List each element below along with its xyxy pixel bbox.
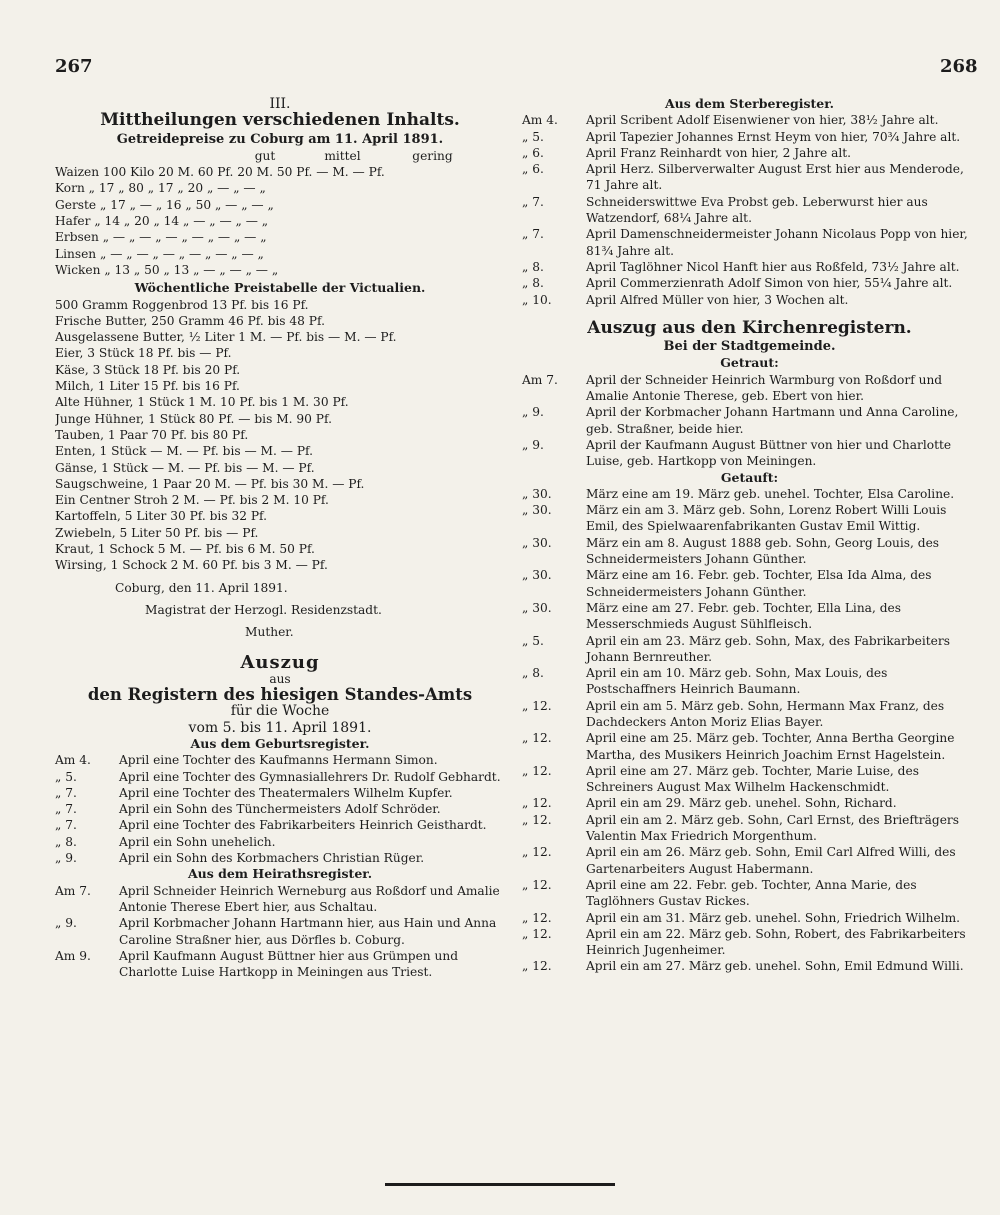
- baptism-entry-text: März eine am 27. Febr. geb. Tochter, Ella Lina, des Messerschmieds August Sühlfleisch.: [586, 600, 901, 632]
- marriage-entry: [55, 915, 505, 948]
- wedding-entry: [522, 404, 977, 437]
- baptism-entry: [522, 698, 977, 731]
- birth-entry: [55, 752, 505, 768]
- victual-price-list: [55, 297, 505, 574]
- birth-entry-date: „ 7.: [55, 785, 77, 800]
- wedding-entry-text: April der Kaufmann August Büttner von hier und Charlotte Luise, geb. Hartkopp von Meiningen.: [586, 437, 952, 469]
- death-entry-date: „ 6.: [522, 145, 544, 160]
- wedding-list: [522, 372, 977, 470]
- baptism-entry-text: März eine am 19. März geb. unehel. Tochter, Elsa Caroline.: [586, 486, 955, 501]
- victual-price-row: Alte Hühner, 1 Stück 1 M. 10 Pf. bis 1 M. 30 Pf.: [55, 395, 349, 410]
- grain-price-row: Gerste „ 17 „ — „ 16 „ 50 „ — „ — „: [55, 197, 274, 212]
- marriage-entry: [55, 948, 505, 981]
- death-entry-text: April Commerzienrath Adolf Simon von hier, 55¼ Jahre alt.: [586, 276, 953, 291]
- death-entry-date: Am 4.: [522, 113, 558, 128]
- extract-dates: vom 5. bis 11. April 1891.: [188, 719, 372, 736]
- death-entry-text: April Taglöhner Nicol Hanft hier aus Roßfeld, 73½ Jahre alt.: [586, 259, 960, 274]
- grain-price-row: Korn „ 17 „ 80 „ 17 „ 20 „ — „ — „: [55, 181, 266, 196]
- death-entry-text: Schneiderswittwe Eva Probst geb. Leberwurst hier aus Watzendorf, 68¼ Jahre alt.: [586, 194, 928, 226]
- baptism-entry-text: April ein am 5. März geb. Sohn, Hermann Max Franz, des Dachdeckers Anton Moriz Elias Bayer.: [586, 698, 945, 729]
- death-entry-date: „ 5.: [522, 129, 544, 144]
- birth-entry-text: April eine Tochter des Gymnasiallehrers Dr. Rudolf Gebhardt.: [119, 769, 501, 784]
- death-entry-date: „ 8.: [522, 259, 544, 274]
- wedding-entry-text: April der Korbmacher Johann Hartmann und Anna Caroline, geb. Straßner, beide hier.: [586, 405, 959, 436]
- victual-price-row: Junge Hühner, 1 Stück 80 Pf. — bis M. 90 Pf.: [55, 411, 332, 426]
- marriage-entry: [55, 883, 505, 916]
- death-entry: [522, 292, 977, 308]
- grain-price-list: [55, 164, 505, 278]
- place-date: Coburg, den 11. April 1891.: [115, 580, 288, 595]
- baptism-entry-date: „ 30.: [522, 503, 552, 518]
- baptism-entry-date: „ 30.: [522, 486, 552, 501]
- baptism-entry-text: April eine am 27. März geb. Tochter, Marie Luise, des Schreiners August Max Wilhelm Hackenschmidt.: [586, 763, 919, 795]
- baptism-entry-date: „ 8.: [522, 666, 544, 681]
- baptism-entry: [522, 535, 977, 568]
- baptism-entry: [522, 730, 977, 763]
- death-entry: [522, 161, 977, 194]
- marriage-register-title: Aus dem Heirathsregister.: [187, 866, 373, 882]
- death-entry: [522, 259, 977, 275]
- birth-entry-text: April ein Sohn unehelich.: [119, 834, 276, 849]
- baptism-entry-date: „ 12.: [522, 959, 552, 974]
- grain-price-title: Getreidepreise zu Coburg am 11. April 1891.: [116, 131, 444, 147]
- death-entry-date: „ 6.: [522, 162, 544, 177]
- grain-price-row: Linsen „ — „ — „ — „ — „ — „ — „: [55, 246, 264, 261]
- death-entry-date: „ 7.: [522, 227, 544, 242]
- left-column: [55, 96, 505, 980]
- victual-price-row: Kartoffeln, 5 Liter 30 Pf. bis 32 Pf.: [55, 509, 267, 524]
- death-entry-date: „ 10.: [522, 292, 552, 307]
- victual-price-row: Milch, 1 Liter 15 Pf. bis 16 Pf.: [55, 379, 240, 394]
- victual-price-row: Ausgelassene Butter, ½ Liter 1 M. — Pf. bis — M. — Pf.: [55, 330, 397, 345]
- section-title: Mittheilungen verschiedenen Inhalts.: [100, 110, 460, 131]
- grain-price-row: Wicken „ 13 „ 50 „ 13 „ — „ — „ — „: [55, 262, 279, 277]
- death-entry: [522, 129, 977, 145]
- death-entry-text: April Damenschneidermeister Johann Nicolaus Popp von hier, 81¾ Jahre alt.: [586, 227, 968, 258]
- birth-entry-text: April eine Tochter des Kaufmanns Hermann Simon.: [119, 753, 438, 768]
- victual-price-row: Eier, 3 Stück 18 Pf. bis — Pf.: [55, 346, 232, 361]
- baptism-entry-date: „ 12.: [522, 877, 552, 892]
- birth-entry: [55, 834, 505, 850]
- baptism-entry: [522, 665, 977, 698]
- birth-entry-date: „ 7.: [55, 802, 77, 817]
- right-column: [522, 96, 977, 975]
- baptism-entry: [522, 567, 977, 600]
- church-parish-title: Bei der Stadtgemeinde.: [663, 339, 836, 355]
- baptism-entry-text: April ein am 29. März geb. unehel. Sohn, Richard.: [586, 796, 897, 811]
- marriage-entry-date: Am 9.: [55, 948, 91, 963]
- wedding-entry: [522, 437, 977, 470]
- birth-entry-date: „ 7.: [55, 818, 77, 833]
- birth-entry-text: April eine Tochter des Fabrikarbeiters Heinrich Geisthardt.: [119, 818, 487, 833]
- marriage-entry-text: April Korbmacher Johann Hartmann hier, aus Hain und Anna Caroline Straßner hier, aus Dörfles b. Coburg.: [119, 916, 497, 947]
- baptism-entry-text: April eine am 22. Febr. geb. Tochter, Anna Marie, des Taglöhners Gustav Rickes.: [586, 877, 917, 909]
- birth-entry: [55, 785, 505, 801]
- baptism-entry-text: März ein am 8. August 1888 geb. Sohn, Georg Louis, des Schneidermeisters Johann Günther.: [586, 535, 940, 567]
- victual-price-row: Enten, 1 Stück — M. — Pf. bis — M. — Pf.: [55, 444, 313, 459]
- victual-price-row: Saugschweine, 1 Paar 20 M. — Pf. bis 30 M. — Pf.: [55, 476, 365, 491]
- baptism-entry-text: April ein am 2. März geb. Sohn, Carl Ernst, des Briefträgers Valentin Max Friedrich Morgenthum.: [586, 812, 959, 844]
- death-entry-text: April Scribent Adolf Eisenwiener von hier, 38½ Jahre alt.: [586, 113, 939, 128]
- baptism-list: [522, 486, 977, 975]
- marriage-entry-text: April Schneider Heinrich Werneburg aus Roßdorf und Amalie Antonie Therese Ebert hier, aus Schaltau.: [119, 883, 500, 914]
- baptism-entry-text: März ein am 3. März geb. Sohn, Lorenz Robert Willi Louis Emil, des Spielwaarenfabrikanten Gustav Emil Wittig.: [586, 503, 947, 534]
- baptism-entry: [522, 812, 977, 845]
- grain-header-gut: gut: [254, 148, 276, 163]
- grain-price-row: Erbsen „ — „ — „ — „ — „ — „ — „: [55, 230, 267, 245]
- baptism-entry: [522, 910, 977, 926]
- extract-aus: aus: [269, 671, 291, 686]
- birth-entry: [55, 801, 505, 817]
- baptism-entry-text: April ein am 22. März geb. Sohn, Robert, des Fabrikarbeiters Heinrich Jugenheimer.: [586, 926, 966, 958]
- birth-entry: [55, 850, 505, 866]
- church-register-title: Auszug aus den Kirchenregistern.: [587, 317, 912, 338]
- baptism-entry-text: April ein am 31. März geb. unehel. Sohn, Friedrich Wilhelm.: [586, 910, 961, 925]
- signature-office: Magistrat der Herzogl. Residenzstadt.: [145, 602, 382, 617]
- baptism-entry-date: „ 30.: [522, 568, 552, 583]
- birth-entry-text: April ein Sohn des Korbmachers Christian Rüger.: [119, 851, 425, 866]
- marriage-entry-date: Am 7.: [55, 883, 91, 898]
- baptism-entry: [522, 763, 977, 796]
- wedding-entry-date: Am 7.: [522, 372, 558, 387]
- baptism-entry-date: „ 12.: [522, 731, 552, 746]
- victual-price-row: Tauben, 1 Paar 70 Pf. bis 80 Pf.: [55, 427, 249, 442]
- grain-price-row: Hafer „ 14 „ 20 „ 14 „ — „ — „ — „: [55, 214, 269, 229]
- victual-price-row: Zwiebeln, 5 Liter 50 Pf. bis — Pf.: [55, 525, 259, 540]
- death-entry: [522, 194, 977, 227]
- page-number-left: 267: [55, 56, 93, 77]
- baptism-entry-text: April ein am 27. März geb. unehel. Sohn, Emil Edmund Willi.: [586, 959, 964, 974]
- birth-entry-date: „ 5.: [55, 769, 77, 784]
- baptism-entry-date: „ 30.: [522, 600, 552, 615]
- wedding-entry-date: „ 9.: [522, 437, 544, 452]
- baptism-entry: [522, 486, 977, 502]
- death-entry-text: April Alfred Müller von hier, 3 Wochen alt.: [586, 292, 849, 307]
- death-entry-text: April Herz. Silberverwalter August Erst hier aus Menderode, 71 Jahre alt.: [586, 162, 964, 193]
- death-register-list: [522, 112, 977, 308]
- death-entry-date: „ 8.: [522, 276, 544, 291]
- extract-week: für die Woche: [230, 703, 330, 720]
- wedding-entry-text: April der Schneider Heinrich Warmburg von Roßdorf und Amalie Antonie Therese, geb. Ebert von hier.: [586, 372, 943, 404]
- baptism-entry-date: „ 12.: [522, 812, 552, 827]
- death-entry-date: „ 7.: [522, 194, 544, 209]
- grain-header-gering: gering: [412, 148, 453, 163]
- baptism-title: Getauft:: [720, 469, 779, 485]
- baptism-entry-text: April ein am 10. März geb. Sohn, Max Louis, des Postschaffners Heinrich Baumann.: [586, 666, 888, 697]
- marriage-entry-text: April Kaufmann August Büttner hier aus Grümpen und Charlotte Luise Hartkopp in Meiningen aus Triest.: [119, 948, 459, 980]
- baptism-entry: [522, 502, 977, 535]
- baptism-entry: [522, 877, 977, 910]
- birth-entry-date: „ 8.: [55, 834, 77, 849]
- death-register-title: Aus dem Sterberegister.: [664, 96, 835, 111]
- page-number-right: 268: [940, 56, 978, 77]
- baptism-entry-date: „ 12.: [522, 698, 552, 713]
- closing-rule: [385, 1183, 615, 1186]
- extract-title: Auszug: [240, 651, 320, 673]
- baptism-entry: [522, 795, 977, 811]
- grain-header-mittel: mittel: [324, 148, 361, 163]
- birth-entry: [55, 817, 505, 833]
- birth-entry-date: Am 4.: [55, 753, 91, 768]
- wedding-title: Getraut:: [720, 355, 779, 371]
- baptism-entry: [522, 958, 977, 974]
- baptism-entry-date: „ 5.: [522, 633, 544, 648]
- wedding-entry-date: „ 9.: [522, 405, 544, 420]
- birth-entry: [55, 769, 505, 785]
- baptism-entry-text: März eine am 16. Febr. geb. Tochter, Elsa Ida Alma, des Schneidermeisters Johann Günther.: [586, 568, 932, 599]
- baptism-entry-date: „ 30.: [522, 535, 552, 550]
- victual-price-row: Kraut, 1 Schock 5 M. — Pf. bis 6 M. 50 Pf.: [55, 542, 315, 557]
- death-entry: [522, 275, 977, 291]
- victual-price-row: 500 Gramm Roggenbrod 13 Pf. bis 16 Pf.: [55, 297, 309, 312]
- baptism-entry-date: „ 12.: [522, 763, 552, 778]
- death-entry: [522, 145, 977, 161]
- birth-entry-date: „ 9.: [55, 851, 77, 866]
- victual-title: Wöchentliche Preistabelle der Victualien.: [134, 280, 426, 296]
- victual-price-row: Frische Butter, 250 Gramm 46 Pf. bis 48 Pf.: [55, 313, 325, 328]
- birth-entry-text: April ein Sohn des Tünchermeisters Adolf Schröder.: [119, 802, 441, 817]
- signature-name: Muther.: [245, 625, 294, 640]
- baptism-entry-text: April eine am 25. März geb. Tochter, Anna Bertha Georgine Martha, des Musikers Heinrich Joachim Ernst Hagelstein.: [586, 731, 955, 762]
- victual-price-row: Ein Centner Stroh 2 M. — Pf. bis 2 M. 10 Pf.: [55, 493, 329, 508]
- birth-register-list: [55, 752, 505, 866]
- baptism-entry-text: April ein am 23. März geb. Sohn, Max, des Fabrikarbeiters Johann Bernreuther.: [586, 633, 950, 664]
- baptism-entry-date: „ 12.: [522, 796, 552, 811]
- death-entry-text: April Tapezier Johannes Ernst Heym von hier, 70¾ Jahre alt.: [586, 129, 961, 144]
- extract-registers: den Registern des hiesigen Standes-Amts: [87, 685, 473, 705]
- baptism-entry-text: April ein am 26. März geb. Sohn, Emil Carl Alfred Willi, des Gartenarbeiters August Habermann.: [586, 845, 956, 876]
- marriage-register-list: [55, 883, 505, 981]
- death-entry: [522, 226, 977, 259]
- birth-register-title: Aus dem Geburtsregister.: [190, 735, 370, 751]
- birth-entry-text: April eine Tochter des Theatermalers Wilhelm Kupfer.: [119, 785, 453, 800]
- section-number: III.: [269, 96, 291, 112]
- victual-price-row: Gänse, 1 Stück — M. — Pf. bis — M. — Pf.: [55, 460, 315, 475]
- death-entry: [522, 112, 977, 128]
- baptism-entry-date: „ 12.: [522, 926, 552, 941]
- grain-price-row: Waizen 100 Kilo 20 M. 60 Pf. 20 M. 50 Pf. — M. — Pf.: [55, 165, 385, 180]
- death-entry-text: April Franz Reinhardt von hier, 2 Jahre alt.: [586, 145, 852, 160]
- baptism-entry: [522, 844, 977, 877]
- baptism-entry-date: „ 12.: [522, 845, 552, 860]
- baptism-entry: [522, 600, 977, 633]
- victual-price-row: Wirsing, 1 Schock 2 M. 60 Pf. bis 3 M. — Pf.: [55, 558, 328, 573]
- baptism-entry-date: „ 12.: [522, 910, 552, 925]
- victual-price-row: Käse, 3 Stück 18 Pf. bis 20 Pf.: [55, 362, 241, 377]
- marriage-entry-date: „ 9.: [55, 916, 77, 931]
- baptism-entry: [522, 633, 977, 666]
- wedding-entry: [522, 372, 977, 405]
- baptism-entry: [522, 926, 977, 959]
- grain-header: [55, 148, 505, 164]
